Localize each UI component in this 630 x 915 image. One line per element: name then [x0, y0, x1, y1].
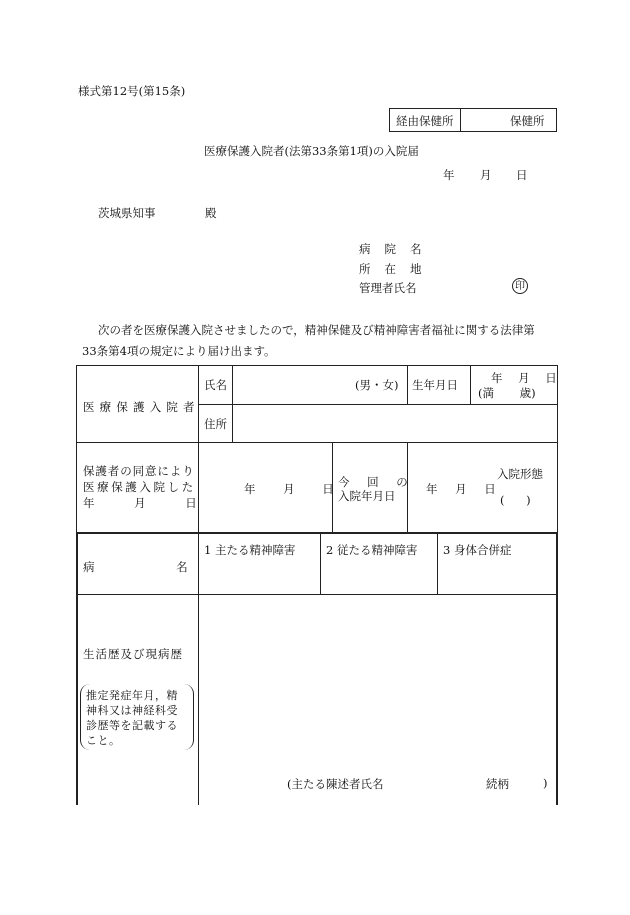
primary-disorder[interactable]: 1 主たる精神障害 [204, 543, 296, 557]
birth-date-label: 生年月日 [412, 378, 458, 392]
current-admission-line-2: 入院年月日 [338, 489, 396, 503]
manager-name-label: 管理者氏名 [359, 281, 417, 295]
birth-label-left [407, 365, 408, 404]
row-line-guardian [76, 442, 558, 443]
seal-mark: 印 [512, 278, 528, 294]
hospital-address-label: 所 在 地 [359, 262, 427, 276]
patient-name-field[interactable] [236, 368, 351, 400]
name-label: 氏名 [204, 378, 227, 392]
row-line-disease-bottom [76, 594, 558, 595]
addressee: 茨城県知事 [98, 206, 156, 220]
secondary-disorder[interactable]: 2 従たる精神障害 [326, 543, 418, 557]
row-line-name-address [198, 404, 558, 405]
admission-date-value[interactable]: 年 月 日 [426, 482, 496, 496]
addressee-honorific: 殿 [205, 206, 217, 220]
consent-date-value[interactable]: 年 月 日 [244, 482, 334, 496]
via-health-center-value[interactable]: 保健所 [510, 114, 545, 128]
submission-day: 日 [516, 168, 528, 182]
page-title: 医療保護入院者(法第33条第1項)の入院届 [204, 144, 419, 158]
body-text-line-1: 次の者を医療保護入院させましたので，精神保健及び精神障害者福祉に関する法律第 [98, 323, 535, 337]
admission-type-label: 入院形態 [497, 467, 543, 481]
form-number: 様式第12号(第15条) [78, 84, 186, 98]
physical-complication[interactable]: 3 身体合併症 [443, 543, 512, 557]
guardian-consent-line-3: 年 月 日 [83, 496, 197, 510]
name-label-divider [232, 365, 233, 442]
history-field[interactable] [202, 600, 552, 765]
submission-month: 月 [480, 168, 492, 182]
label-column-line [198, 365, 199, 805]
informant-close: ) [543, 776, 548, 790]
address-field[interactable] [236, 406, 554, 440]
birth-label-right [470, 365, 471, 404]
history-label: 生活歴及び現病歴 [83, 647, 183, 661]
thick-section-right [556, 532, 558, 805]
thick-section-left [76, 532, 78, 805]
birth-date-value[interactable]: 年 月 日 [491, 371, 557, 385]
via-box-divider [460, 108, 461, 132]
current-admission-line-1: 今 回 の [338, 475, 408, 489]
disease-label: 病 名 [83, 560, 188, 574]
patient-header: 医療保護入院者 [83, 400, 200, 414]
hospital-name-label: 病 院 名 [359, 242, 427, 256]
informant-name[interactable]: (主たる陳述者氏名 [287, 777, 384, 791]
via-health-center-label: 経由保健所 [396, 114, 454, 128]
admission-type-field[interactable]: ( ) [500, 493, 531, 507]
submission-year: 年 [443, 168, 455, 182]
disease-divider-1 [320, 532, 321, 594]
history-note: 推定発症年月，精神科又は神経科受診歴等を記載すること。 [80, 684, 194, 750]
thick-section-top [76, 532, 558, 534]
sex-field[interactable]: (男・女) [355, 378, 399, 392]
guardian-consent-line-2: 医療保護入院した [83, 480, 196, 494]
informant-relation[interactable]: 続柄 [486, 777, 509, 791]
body-text-line-2: 33条第4項の規定により届け出ます。 [82, 344, 276, 358]
guardian-consent-line-1: 保護者の同意により [83, 464, 195, 478]
age-value[interactable]: (満 歳) [478, 386, 536, 400]
disease-divider-2 [437, 532, 438, 594]
address-label: 住所 [204, 417, 227, 431]
